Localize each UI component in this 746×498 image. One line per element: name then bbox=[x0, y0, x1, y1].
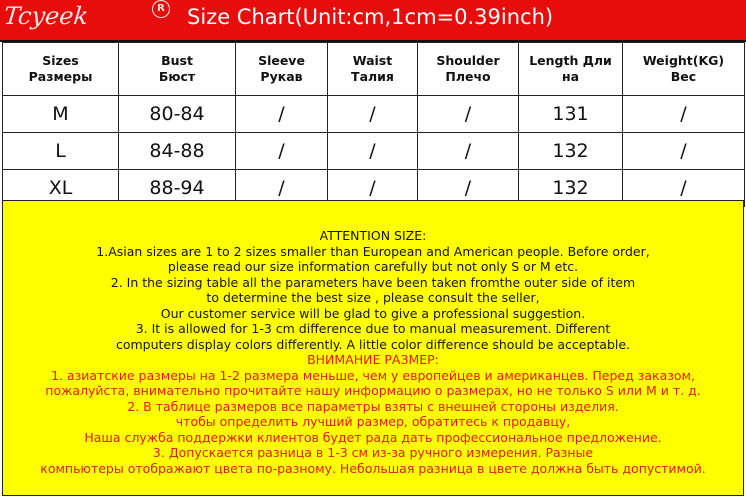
cell-waist: / bbox=[328, 133, 418, 170]
header-shoulder: Shoulder Плечо bbox=[418, 43, 519, 96]
attention-notice bbox=[2, 200, 744, 496]
title-banner bbox=[0, 0, 746, 42]
notice-line-en: Our customer service will be glad to give a professional suggestion. bbox=[160, 305, 586, 321]
cell-length: 131 bbox=[519, 96, 623, 133]
header-bust: Bust Бюст bbox=[119, 43, 236, 96]
header-length: Length Дли на bbox=[519, 43, 623, 96]
page-title: Size Chart(Unit:cm,1cm=0.39inch) bbox=[187, 5, 554, 29]
notice-line-ru: чтобы определить лучший размер, обратитесь к продавцу, bbox=[175, 414, 571, 429]
notice-line-en: to determine the best size , please consult the seller, bbox=[206, 290, 540, 305]
size-table bbox=[2, 42, 745, 207]
cell-waist: / bbox=[328, 96, 418, 133]
cell-bust: 80-84 bbox=[119, 96, 236, 133]
cell-shoulder: / bbox=[418, 133, 519, 170]
cell-sleeve: / bbox=[236, 96, 328, 133]
cell-length: 132 bbox=[519, 170, 623, 207]
table-row bbox=[3, 96, 745, 133]
notice-line-en: 1.Asian sizes are 1 to 2 sizes smaller than European and American people. Before order, bbox=[96, 243, 650, 259]
notice-line-ru: Наша служба поддержки клиентов будет рада дать профессиональное предложение. bbox=[84, 429, 662, 445]
header-waist: Waist Талия bbox=[328, 43, 418, 96]
cell-size: L bbox=[3, 133, 119, 170]
header-sleeve: Sleeve Рукав bbox=[236, 43, 328, 96]
cell-weight: / bbox=[623, 133, 745, 170]
notice-line-ru: компьютеры отображают цвета по-разному. Небольшая разница в цвете должна быть допустимой. bbox=[40, 460, 706, 476]
notice-line-en: please read our size information carefully but not only S or M etc. bbox=[167, 259, 579, 274]
notice-line-en: computers display colors differently. A little color difference should be acceptable. bbox=[115, 336, 631, 352]
table-header-row bbox=[3, 43, 745, 96]
notice-line-ru: 1. азиатские размеры на 1-2 размера меньше, чем у европейцев и американцев. Перед заказом, bbox=[51, 367, 695, 383]
brand-logo: Tcyeek bbox=[2, 2, 90, 30]
notice-line-ru: ВНИМАНИЕ РАЗМЕР: bbox=[307, 352, 439, 367]
notice-line-en: 2. In the sizing table all the parameters have been taken fromthe outer side of item bbox=[110, 274, 636, 290]
notice-line-ru: пожалуйста, внимательно прочитайте нашу информацию о размерах, но не только S или M и т. д. bbox=[45, 383, 701, 398]
cell-length: 132 bbox=[519, 133, 623, 170]
cell-waist: / bbox=[328, 170, 418, 207]
cell-bust: 88-94 bbox=[119, 170, 236, 207]
cell-sleeve: / bbox=[236, 170, 328, 207]
cell-sleeve: / bbox=[236, 133, 328, 170]
notice-line-en: ATTENTION SIZE: bbox=[319, 228, 427, 243]
cell-size: M bbox=[3, 96, 119, 133]
registered-mark-icon: R bbox=[152, 0, 170, 18]
cell-bust: 84-88 bbox=[119, 133, 236, 170]
notice-line-ru: 2. В таблице размеров все параметры взяты с внешней стороны изделия. bbox=[127, 398, 619, 414]
header-sizes: Sizes Размеры bbox=[3, 43, 119, 96]
cell-shoulder: / bbox=[418, 170, 519, 207]
cell-shoulder: / bbox=[418, 96, 519, 133]
cell-size: XL bbox=[3, 170, 119, 207]
header-weight: Weight(KG) Вес bbox=[623, 43, 745, 96]
cell-weight: / bbox=[623, 96, 745, 133]
table-row bbox=[3, 133, 745, 170]
cell-weight: / bbox=[623, 170, 745, 207]
notice-line-ru: 3. Допускается разница в 1-3 см из-за ручного измерения. Разные bbox=[152, 445, 594, 460]
notice-line-en: 3. It is allowed for 1-3 cm difference due to manual measurement. Different bbox=[135, 321, 611, 336]
